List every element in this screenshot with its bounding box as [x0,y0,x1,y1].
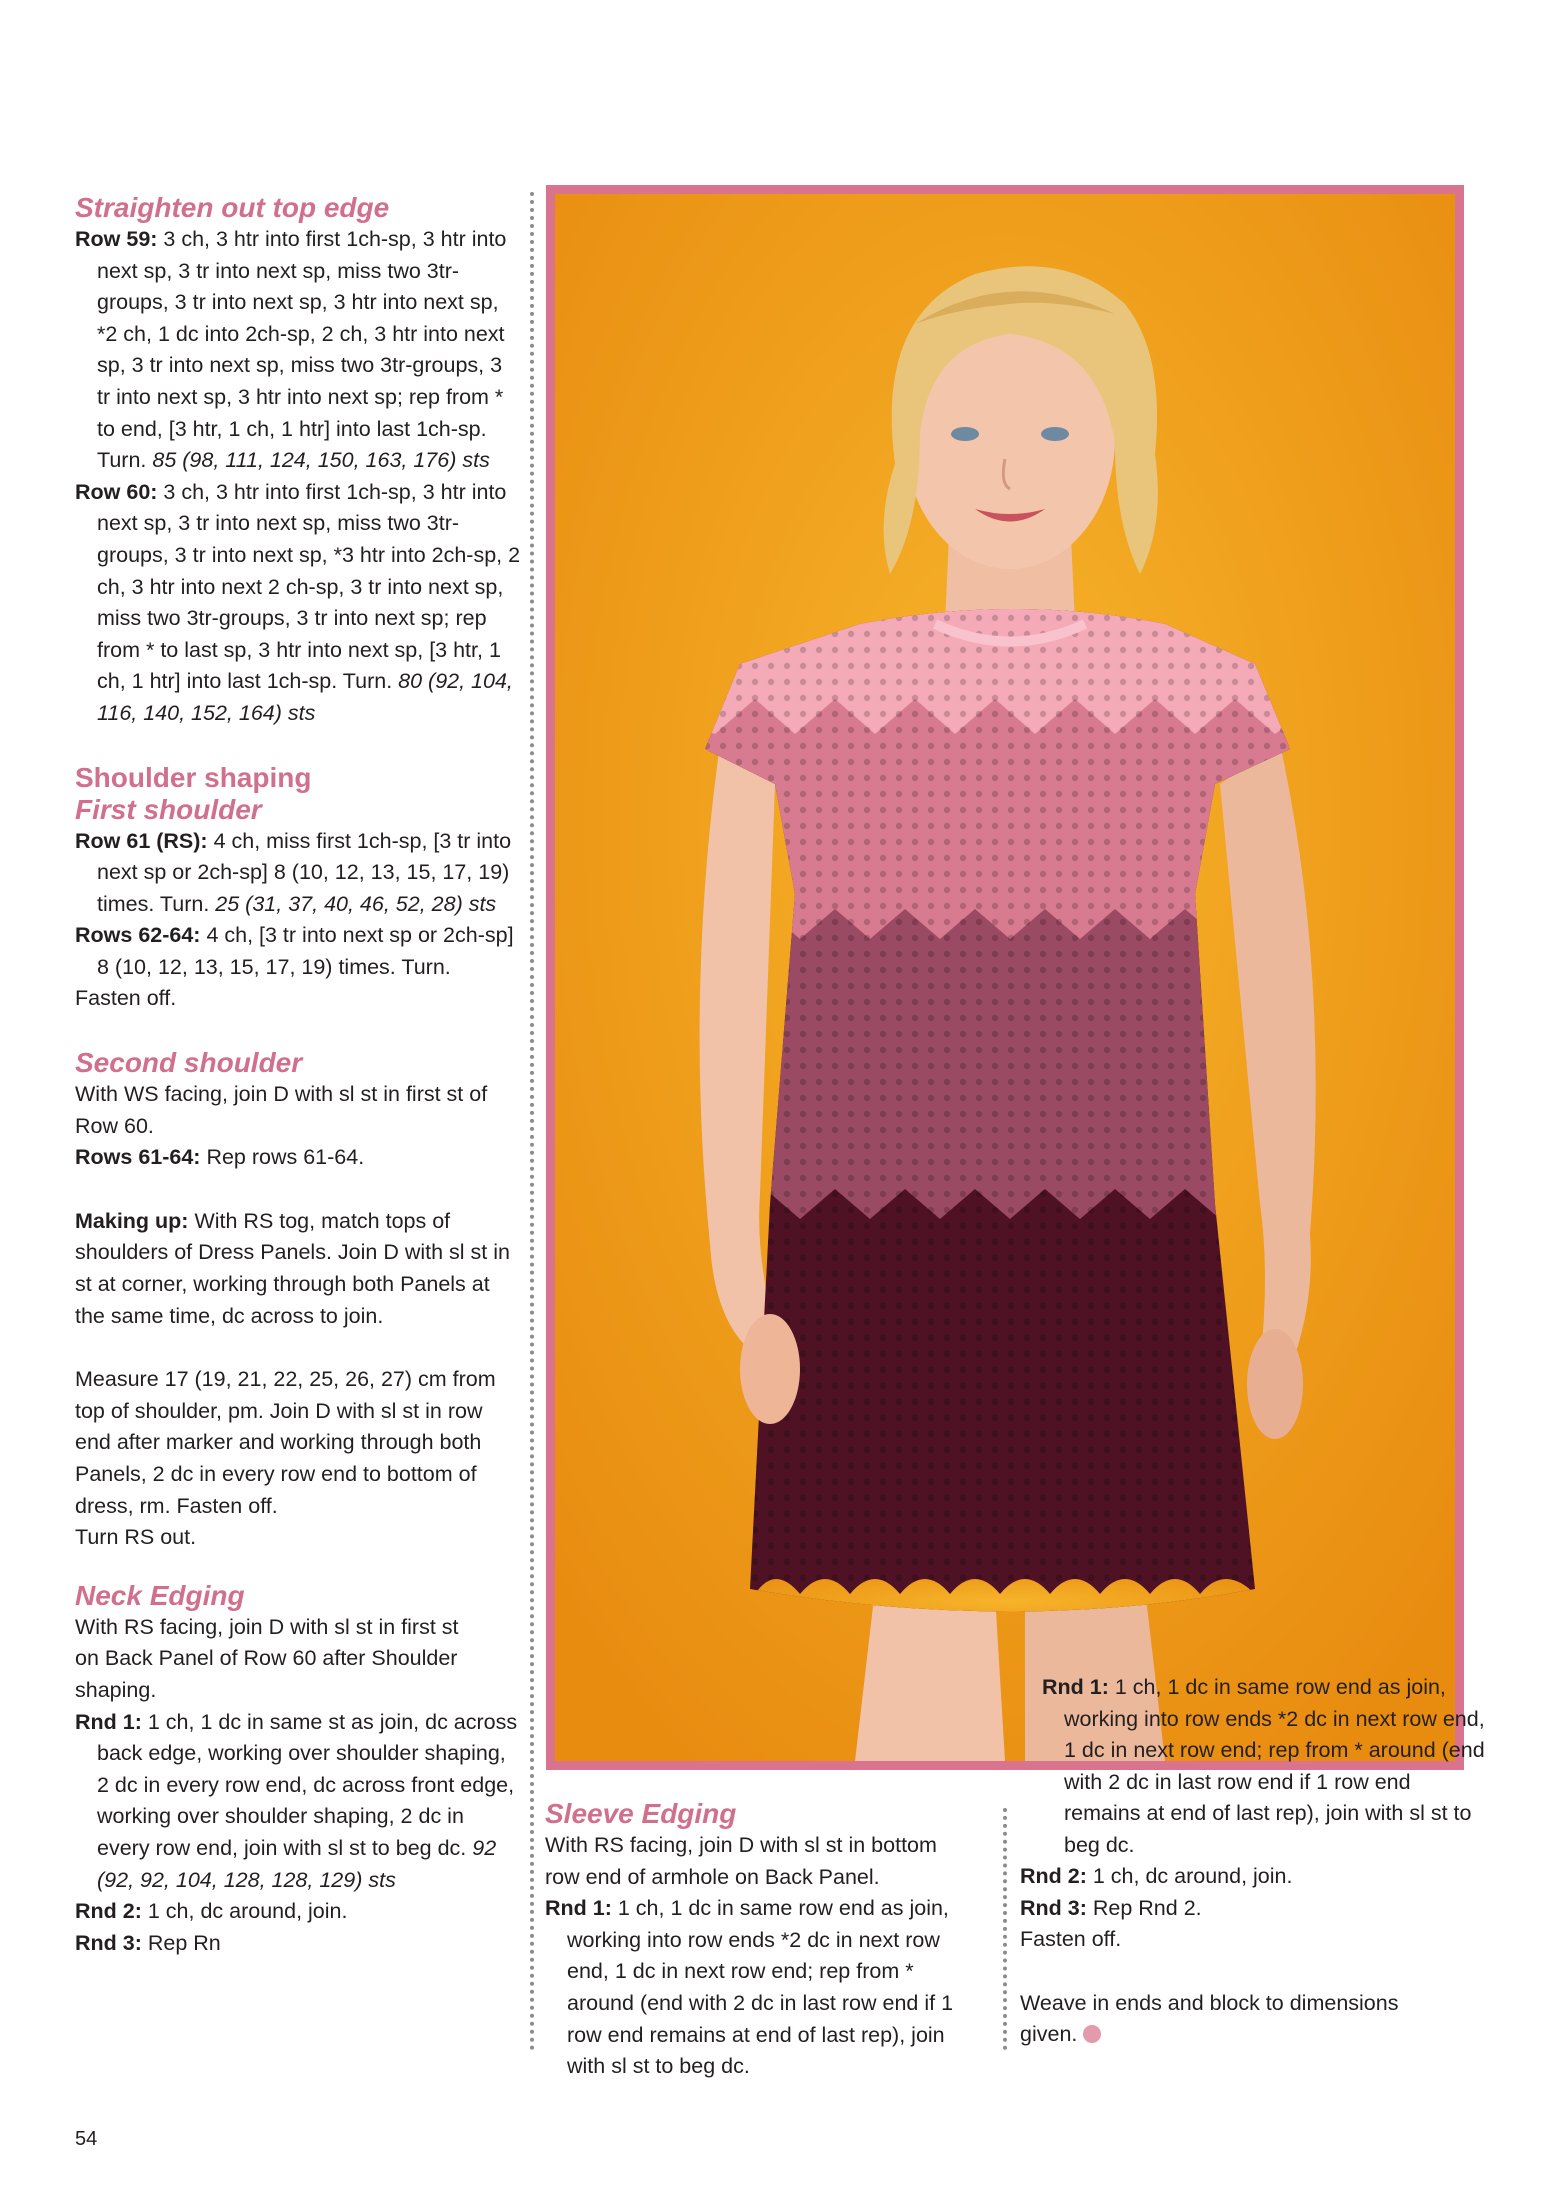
sleeve-rnd-1-continued [1020,1675,1485,1861]
sleeve-edging-text: With RS facing, join D with sl st in bottom row end of armhole on Back Panel. [545,1833,937,1889]
neck-edging-text: With RS facing, join D with sl st in first st on Back Panel of Row 60 after Shoulder shaping. [75,1614,459,1702]
making-up-label: Making up: [75,1208,189,1233]
yarn-ball-icon [1083,2025,1101,2043]
sleeve-rnd-1 [545,1893,970,2079]
row-61-count: 25 (31, 37, 40, 46, 52, 28) sts [215,891,497,916]
column-divider-left [530,192,534,2052]
sleeve-rnd-3-label: Rnd 3: [1020,1895,1087,1920]
straighten-heading: Straighten out top edge [75,192,390,223]
neck-rnd-2-label: Rnd 2: [75,1899,142,1924]
neck-rnd-1 [75,1707,521,1897]
row-60 [75,477,521,730]
neck-rnd-1-count: 92 (92, 92, 104, 128, 128, 129) sts [97,1835,497,1892]
turn-rs-out-text: Turn RS out. [75,1525,197,1550]
neck-rnd-3-text: Rep Rn [141,1930,221,1955]
neck-rnd-3-label: Rnd 3: [75,1930,142,1955]
sleeve-rnd-1-text-overflow: 1 ch, 1 dc in same row end as join, working into row ends *2 dc in next row end, 1 dc in next row end; rep from * around (end with 2 dc in last row end if 1 row end remains at end of last rep), join with sl st to beg dc. [1064,1675,1485,1857]
column-divider-right [1003,1808,1007,2050]
sleeve-rnd-2-label: Rnd 2: [1020,1864,1087,1888]
fasten-off-text: Fasten off. [75,986,177,1011]
sleeve-column-a [545,1798,970,2079]
row-60-count: 80 (92, 104, 116, 140, 152, 164) sts [97,669,513,725]
rows-61-64-label: Rows 61-64: [75,1145,201,1170]
neck-rnd-2 [75,1896,521,1928]
rows-62-64 [75,920,521,983]
first-shoulder-heading: First shoulder [75,793,262,825]
row-60-text: 3 ch, 3 htr into first 1ch-sp, 3 htr into next sp, 3 tr into next sp, miss two 3tr-groups, 3 tr into next sp, *3 htr into 2ch-sp, 2 ch, 3 htr into next 2 ch-sp, 3 tr into next sp, miss two 3tr-groups, 3 tr into next sp; rep from * to last sp, 3 htr into next sp, [3 htr, 1 ch, 1 htr] into last 1ch-sp. Turn. [97,479,521,694]
making-up-text: With RS tog, match tops of shoulders of Dress Panels. Join D with sl st in st at corner, working through both Panels at the same time, dc across to join. [75,1208,510,1328]
page-number: 54 [75,2128,98,2150]
neck-rnd-3 [75,1928,521,1960]
model-photo [546,185,1464,1770]
row-59-count: 85 (98, 111, 124, 150, 163, 176) sts [152,448,490,473]
measure-text: Measure 17 (19, 21, 22, 25, 26, 27) cm from top of shoulder, pm. Join D with sl st in row end after marker and working through both Panels, 2 dc in every row end to bottom of dress, rm. Fasten off. [75,1367,496,1518]
sleeve-rnd-2-text: 1 ch, dc around, join. [1086,1864,1293,1888]
sleeve-rnd-2 [1020,1861,1450,1893]
sleeve-rnd-3 [1020,1893,1450,1925]
weave-text-content: Weave in ends and block to dimensions given. [1020,1990,1399,2047]
left-column [75,192,521,1959]
row-59-label: Row 59: [75,227,158,251]
sleeve-rnd-1-label: Rnd 1: [545,1896,612,1921]
weave-text [1020,1988,1450,2051]
second-shoulder-text: With WS facing, join D with sl st in first st of Row 60. [75,1082,488,1138]
woman-in-dress-illustration [555,194,1455,1761]
row-61-text: 4 ch, miss first 1ch-sp, [3 tr into next sp or 2ch-sp] 8 (10, 12, 13, 15, 17, 19) times. Turn. [97,828,512,916]
row-61-label: Row 61 (RS): [75,828,208,853]
neck-rnd-1-label: Rnd 1: [75,1709,142,1734]
row-59 [75,224,521,477]
shoulder-shaping-heading: Shoulder shaping [75,761,312,793]
row-60-label: Row 60: [75,479,158,504]
rows-62-64-text: 4 ch, [3 tr into next sp or 2ch-sp] 8 (10, 12, 13, 15, 17, 19) times. Turn. [97,923,514,979]
sleeve-rnd-1-label-overflow: Rnd 1: [1042,1675,1109,1699]
sleeve-rnd-3-text: Rep Rnd 2. [1086,1895,1202,1920]
making-up [75,1206,521,1332]
sleeve-column-b [1020,1675,1485,2051]
rows-62-64-label: Rows 62-64: [75,923,201,948]
sleeve-edging-heading: Sleeve Edging [545,1798,737,1829]
rows-61-64-text: Rep rows 61-64. [200,1145,365,1170]
rows-61-64 [75,1142,521,1174]
neck-edging-heading: Neck Edging [75,1579,245,1611]
sleeve-rnd-1-text: 1 ch, 1 dc in same row end as join, working into row ends *2 dc in next row end, 1 dc in next row end; rep from * around (end with 2 dc in last row end if 1 row end remains at end of last rep), join with sl st to beg dc. [567,1896,954,2079]
neck-rnd-2-text: 1 ch, dc around, join. [141,1899,348,1924]
neck-rnd-1-text: 1 ch, 1 dc in same st as join, dc across back edge, working over shoulder shaping, 2 dc in every row end, dc across front edge, working over shoulder shaping, 2 dc in every row end, join with sl st to beg dc. [97,1709,518,1860]
sleeve-rnd-1-overflow [1042,1672,1489,1862]
row-59-text: 3 ch, 3 htr into first 1ch-sp, 3 htr into next sp, 3 tr into next sp, miss two 3tr-groups, 3 tr into next sp, 3 htr into next sp, *2 ch, 1 dc into 2ch-sp, 2 ch, 3 htr into next sp, 3 tr into next sp, miss two 3tr-groups, 3 tr into next sp, 3 htr into next sp; rep from * to end, [3 htr, 1 ch, 1 htr] into last 1ch-sp. Turn. [97,227,507,473]
sleeve-fasten-off: Fasten off. [1020,1927,1122,1952]
second-shoulder-heading: Second shoulder [75,1047,303,1079]
row-61 [75,826,521,921]
